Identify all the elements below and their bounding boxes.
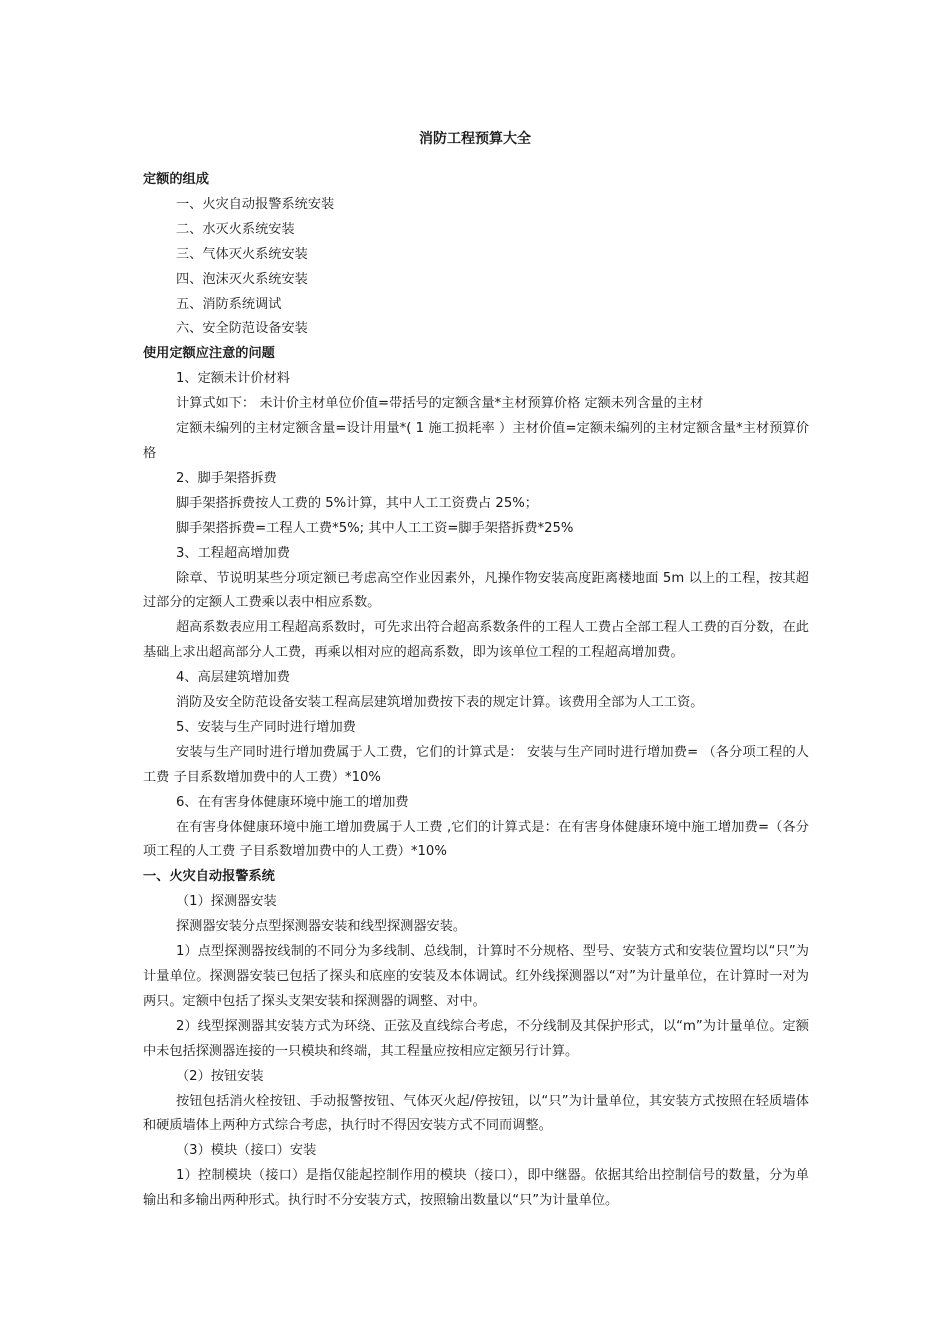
paragraph: 六、安全防范设备安装 — [176, 321, 308, 337]
paragraph: 定额未编列的主材定额含量=设计用量*( 1 施工损耗率 ）主材价值=定额未编列的主材定额含量*主材预算价格 — [143, 421, 809, 461]
paragraph: 1）点型探测器按线制的不同分为多线制、总线制，计算时不分规格、型号、安装方式和安装位置均以“只”为计量单位。探测器安装已包括了探头和底座的安装及本体调试。红外线探测器以“对”为计量单位，在计算时一对为两只。定额中包括了探头支架安装和探测器的调整、对中。 — [143, 944, 809, 1009]
section-heading: 一、火灾自动报警系统 — [143, 869, 275, 885]
paragraph: 3、工程超高增加费 — [176, 545, 290, 561]
paragraph: 计算式如下： 未计价主材单位价值=带括号的定额含量*主材预算价格 定额未列含量的主材 — [176, 396, 704, 412]
paragraph: （1）探测器安装 — [176, 894, 277, 910]
section-heading: 定额的组成 — [143, 172, 209, 187]
paragraph: （3）模块（接口）安装 — [176, 1143, 317, 1159]
paragraph: 除章、节说明某些分项定额已考虑高空作业因素外，凡操作物安装高度距离楼地面 5m 以上的工程，按其超过部分的定额人工费乘以表中相应系数。 — [143, 570, 809, 611]
paragraph: 脚手架搭拆费按人工费的 5%计算，其中人工工资费占 25%； — [176, 495, 538, 511]
paragraph: 2）线型探测器其安装方式为环绕、正弦及直线综合考虑，不分线制及其保护形式，以“m”为计量单位。定额中未包括探测器连接的一只模块和终端，其工程量应按相应定额另行计算。 — [143, 1018, 809, 1059]
document-title: 消防工程预算大全 — [419, 131, 531, 147]
paragraph: 超高系数表应用工程超高系数时，可先求出符合超高系数条件的工程人工费占全部工程人工费的百分数，在此基础上求出超高部分人工费，再乘以相对应的超高系数，即为该单位工程的工程超高增加费。 — [143, 620, 809, 661]
section-heading: 使用定额应注意的问题 — [143, 346, 275, 362]
paragraph: 三、气体灭火系统安装 — [176, 246, 308, 262]
paragraph: 脚手架搭拆费=工程人工费*5%; 其中人工工资=脚手架搭拆费*25% — [176, 520, 574, 536]
paragraph: （2）按钮安装 — [176, 1068, 264, 1084]
paragraph: 二、水灭火系统安装 — [176, 221, 295, 237]
paragraph: 2、脚手架搭拆费 — [176, 470, 277, 486]
paragraph: 消防及安全防范设备安装工程高层建筑增加费按下表的规定计算。该费用全部为人工工资。 — [176, 695, 704, 711]
paragraph: 四、泡沫灭火系统安装 — [176, 271, 308, 287]
paragraph: 一、火灾自动报警系统安装 — [176, 196, 335, 212]
paragraph: 6、在有害身体健康环境中施工的增加费 — [176, 794, 409, 810]
paragraph: 1）控制模块（接口）是指仅能起控制作用的模块（接口），即中继器。依据其给出控制信号的数量，分为单输出和多输出两种形式。执行时不分安装方式，按照输出数量以“只”为计量单位。 — [143, 1168, 809, 1209]
paragraph: 4、高层建筑增加费 — [176, 670, 290, 686]
paragraph: 1、定额未计价材料 — [176, 371, 290, 387]
paragraph: 5、安装与生产同时进行增加费 — [176, 719, 356, 735]
paragraph: 探测器安装分点型探测器安装和线型探测器安装。 — [176, 919, 467, 935]
paragraph: 在有害身体健康环境中施工增加费属于人工费 ,它们的计算式是：在有害身体健康环境中施工增加费=（各分项工程的人工费 子目系数增加费中的人工费）*10% — [143, 819, 809, 860]
paragraph: 五、消防系统调试 — [176, 296, 282, 312]
paragraph: 安装与生产同时进行增加费属于人工费，它们的计算式是： 安装与生产同时进行增加费= （各分项工程的人工费 子目系数增加费中的人工费）*10% — [143, 744, 809, 785]
document-body — [143, 168, 809, 1214]
paragraph: 按钮包括消火栓按钮、手动报警按钮、气体灭火起/停按钮，以“只”为计量单位，其安装方式按照在轻质墙体和硬质墙体上两种方式综合考虑，执行时不得因安装方式不同而调整。 — [143, 1093, 809, 1134]
